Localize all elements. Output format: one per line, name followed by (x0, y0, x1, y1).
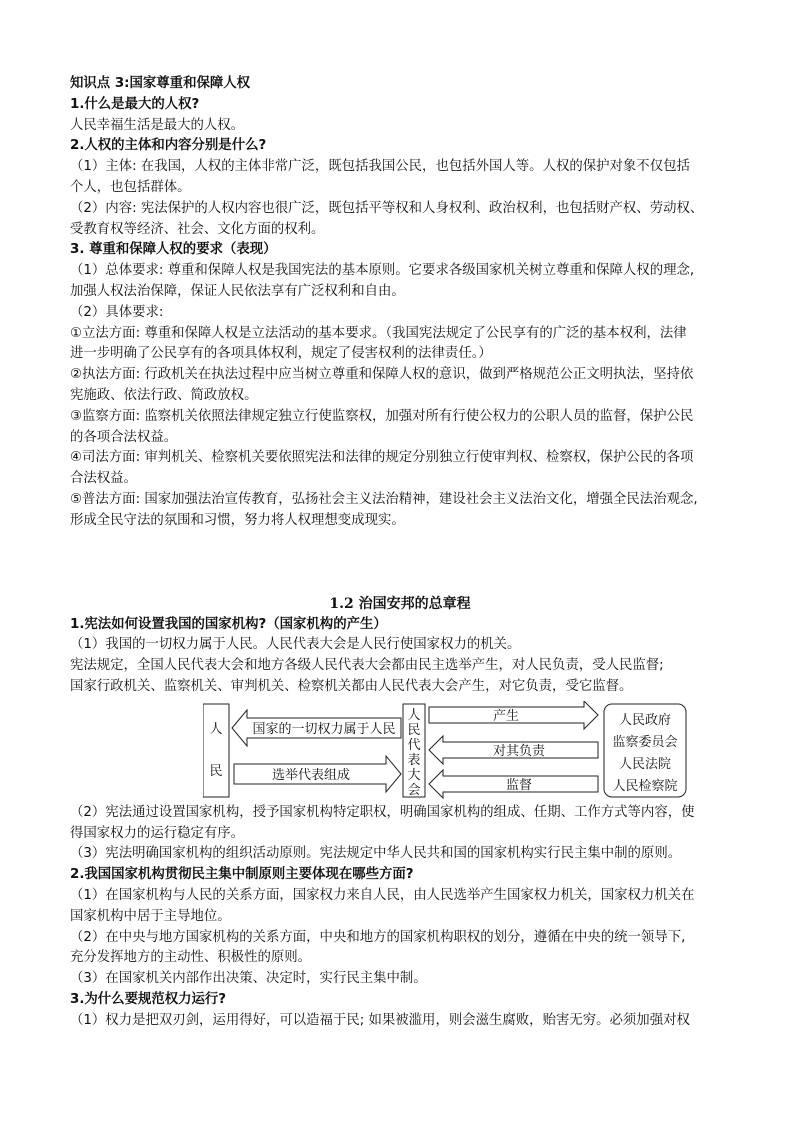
organ-government: 人民政府 (618, 712, 672, 728)
diagram-svg (203, 701, 623, 801)
organ-supervisory-commission: 监察委员会 (612, 734, 678, 750)
question-1: 1.什么是最大的人权? (70, 96, 200, 112)
power-arrow-label: 国家的一切权力属于人民 (252, 721, 396, 737)
section2-paragraph-9: （1）权力是把双刃剑，运用得好，可以造福于民; 如果被滥用，则会滋生腐败，贻害无穷。必须加强对权 (70, 1012, 690, 1028)
state-organ-diagram (203, 701, 678, 801)
section2-paragraph-3: 国家行政机关、监察机关、审判机关、检察机关都由人民代表大会产生，对它负责，受它监督。 (70, 678, 633, 694)
answer-1: 人民幸福生活是最大的人权。 (70, 117, 245, 133)
section2-question-1: 1.宪法如何设置我国的国家机构?（国家机构的产生） (70, 616, 387, 632)
supervision-line2: 的各项合法权益。 (70, 429, 178, 445)
section2-paragraph-5: （3）宪法明确国家机构的组织活动原则。宪法规定中华人民共和国的国家机构实行民主集中制的原则。 (70, 846, 682, 862)
people-char-1: 人 (209, 721, 223, 737)
npc-char-5: 大 (407, 767, 421, 783)
judicial-line2: 合法权益。 (70, 471, 137, 487)
section2-paragraph-6-line2: 国家机构中居于主导地位。 (70, 908, 231, 924)
elect-arrow-label: 选举代表组成 (271, 767, 351, 783)
section2-paragraph-7-line1: （2）在中央与地方国家机构的关系方面，中央和地方的国家机构职权的划分，遵循在中央的统一领导下, (70, 929, 686, 945)
question-2: 2.人权的主体和内容分别是什么? (70, 138, 267, 154)
document-page (70, 74, 730, 1031)
judicial-line1: ④司法方面: 审判机关、检察机关要依照宪法和法律的规定分别独立行使审判权、检察权，保护公民的各项 (70, 450, 694, 466)
answer-2-content-line2: 受教育权等经济、社会、文化方面的权利。 (70, 221, 325, 237)
organ-procuratorate: 人民检察院 (612, 778, 678, 794)
law-popularization-line2: 形成全民守法的氛围和习惯，努力将人权理想变成现实。 (70, 512, 405, 528)
enforcement-line1: ②执法方面: 行政机关在执法过程中应当树立尊重和保障人权的意识，做到严格规范公正文明执法，坚持依 (70, 367, 694, 383)
npc-char-4: 表 (407, 752, 421, 768)
section2-question-2: 2.我国国家机构贯彻民主集中制原则主要体现在哪些方面? (70, 867, 414, 883)
section2-paragraph-8: （3）在国家机关内部作出决策、决定时，实行民主集中制。 (70, 971, 427, 987)
people-char-2: 民 (209, 763, 223, 779)
section-spacer (70, 532, 730, 593)
responsible-arrow-label: 对其负责 (492, 743, 546, 759)
section2-paragraph-2: 宪法规定，全国人民代表大会和地方各级人民代表大会都由民主选举产生，对人民负责，受人民监督; (70, 658, 664, 674)
supervise-arrow-label: 监督 (505, 777, 533, 793)
section2-paragraph-4-line1: （2）宪法通过设置国家机构，授予国家机构特定职权，明确国家机构的组成、任期、工作方式等内容，使 (70, 804, 695, 820)
knowledge-point-heading: 知识点 3:国家尊重和保障人权 (70, 76, 251, 91)
npc-char-3: 代 (407, 737, 421, 753)
answer-3-specific: （2）具体要求: (70, 304, 164, 320)
section2-paragraph-6-line1: （1）在国家机构与人民的关系方面，国家权力来自人民，由人民选举产生国家权力机关，国家权力机关在 (70, 887, 695, 903)
section2-paragraph-1: （1）我国的一切权力属于人民。人民代表大会是人民行使国家权力的机关。 (70, 637, 521, 653)
npc-char-1: 人 (407, 707, 421, 723)
section2-question-3: 3.为什么要规范权力运行? (70, 991, 227, 1007)
legislation-line2: 进一步明确了公民享有的各项具体权利，规定了侵害权利的法律责任。） (70, 346, 492, 362)
organ-court: 人民法院 (618, 756, 672, 772)
law-popularization-line1: ⑤普法方面: 国家加强法治宣传教育，弘扬社会主义法治精神，建设社会主义法治文化，增强全民法治观念, (70, 491, 698, 507)
answer-3-general-line1: （1）总体要求: 尊重和保障人权是我国宪法的基本原则。它要求各级国家机关树立尊重和保障人权的理念, (70, 263, 695, 279)
enforcement-line2: 宪施政、依法行政、简政放权。 (70, 387, 258, 403)
produce-arrow-label: 产生 (492, 708, 520, 724)
answer-3-general-line2: 加强人权法治保障，保证人民依法享有广泛权利和自由。 (70, 283, 405, 299)
npc-char-2: 民 (407, 722, 421, 738)
legislation-line1: ①立法方面: 尊重和保障人权是立法活动的基本要求。（我国宪法规定了公民享有的广泛的基本权利，法律 (70, 325, 687, 341)
section-title: 1.2 治国安邦的总章程 (329, 595, 471, 612)
npc-char-6: 会 (407, 782, 421, 798)
answer-2-content-line1: （2）内容: 宪法保护的人权内容也很广泛，既包括平等权和人身权利、政治权利，也包括财产权、劳动权、 (70, 200, 704, 216)
people-box (203, 704, 229, 797)
answer-2-subject-line1: （1）主体: 在我国，人权的主体非常广泛，既包括我国公民，也包括外国人等。人权的保护对象不仅包括 (70, 159, 690, 175)
supervision-line1: ③监察方面: 监察机关依照法律规定独立行使监察权，加强对所有行使公权力的公职人员的监督，保护公民 (70, 408, 694, 424)
section2-paragraph-4-line2: 得国家权力的运行稳定有序。 (70, 825, 245, 841)
section2-paragraph-7-line2: 充分发挥地方的主动性、积极性的原则。 (70, 950, 312, 966)
question-3: 3. 尊重和保障人权的要求（表现） (70, 242, 277, 258)
answer-2-subject-line2: 个人，也包括群体。 (70, 179, 191, 195)
organs-svg (599, 701, 689, 801)
